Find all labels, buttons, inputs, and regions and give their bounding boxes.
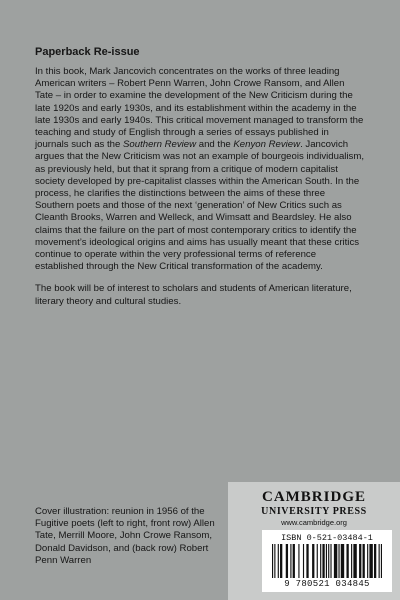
journal-title-southern-review: Southern Review [123,139,197,151]
barcode-bar [274,544,275,578]
barcode-bar [341,544,344,578]
publisher-press: UNIVERSITY PRESS [261,506,367,517]
book-description [35,66,365,318]
description-text: . Jancovich argues that the New Criticism was not an example of bourgeois individualism, as previously held, but that it sprang from a critique of modern capitalist society developed by pre-capitalist classes within the American South. In the process, he clarifies the distinctions between the aims of these three Southern poets and those of the next ‘generation’ of New Critics such as Cleanth Brooks, Warren and Welleck, and Wimsatt and Beardsley. He also claims that the failure on the part of most contemporary critics to identify the movement’s ideological origins and aims has usually meant that these critics continue to operate within the very professional terms of reference established through the New Critical transformation of the academy. [35,139,365,273]
barcode-icon [272,544,382,578]
barcode-bar [346,544,348,578]
barcode-bar [293,544,295,578]
ean-number: 9 780521 034845 [284,579,370,589]
barcode-bar [381,544,382,578]
barcode-bar [338,544,339,578]
barcode-bar [369,544,372,578]
barcode-bar [353,544,356,578]
barcode-label [262,530,392,592]
barcode-bar [374,544,376,578]
barcode-bar [298,544,299,578]
isbn-text: ISBN 0-521-03484-1 [281,533,373,543]
barcode-bar [328,544,329,578]
barcode-bar [379,544,380,578]
barcode-bar [306,544,308,578]
barcode-bar [326,544,327,578]
barcode-bar [359,544,361,578]
barcode-bar [322,544,324,578]
barcode-bar [312,544,314,578]
description-text: and the [196,139,234,151]
barcode-bar [320,544,321,578]
barcode-bar [272,544,273,578]
publisher-name: CAMBRIDGE [261,489,366,505]
publisher-website: www.cambridge.org [281,518,347,527]
barcode-bar [286,544,288,578]
barcode-bar [351,544,352,578]
barcode-bar [334,544,337,578]
barcode-bar [290,544,291,578]
description-paragraph-2: The book will be of interest to scholars and students of American literature, literary theory and cultural studies. [35,283,352,307]
barcode-bar [278,544,279,578]
barcode-bar [367,544,368,578]
section-heading: Paperback Re-issue [35,46,140,58]
barcode-bar [303,544,304,578]
description-paragraph-1 [35,66,365,273]
barcode-bar [363,544,365,578]
journal-title-kenyon-review: Kenyon Review [233,139,301,151]
description-text: In this book, Mark Jancovich concentrates on the works of three leading American writers – Robert Penn Warren, John Crowe Ransom, and Allen Tate – in order to examine the development of the New Criticism during the late 1920s and early 1930s, and its establishment within the academy in the late 1930s and early 1940s. This critical movement managed to transform the teaching and study of English through a series of essays published in journals such as the [35,66,364,151]
barcode-bar [280,544,282,578]
barcode-bar [317,544,318,578]
barcode-bar [330,544,331,578]
cover-illustration-caption: Cover illustration: reunion in 1956 of the Fugitive poets (left to right, front row) Allen Tate, Merrill Moore, John Crowe Ransom, Donald Davidson, and (back row) Robert Penn Warren [35,506,215,566]
